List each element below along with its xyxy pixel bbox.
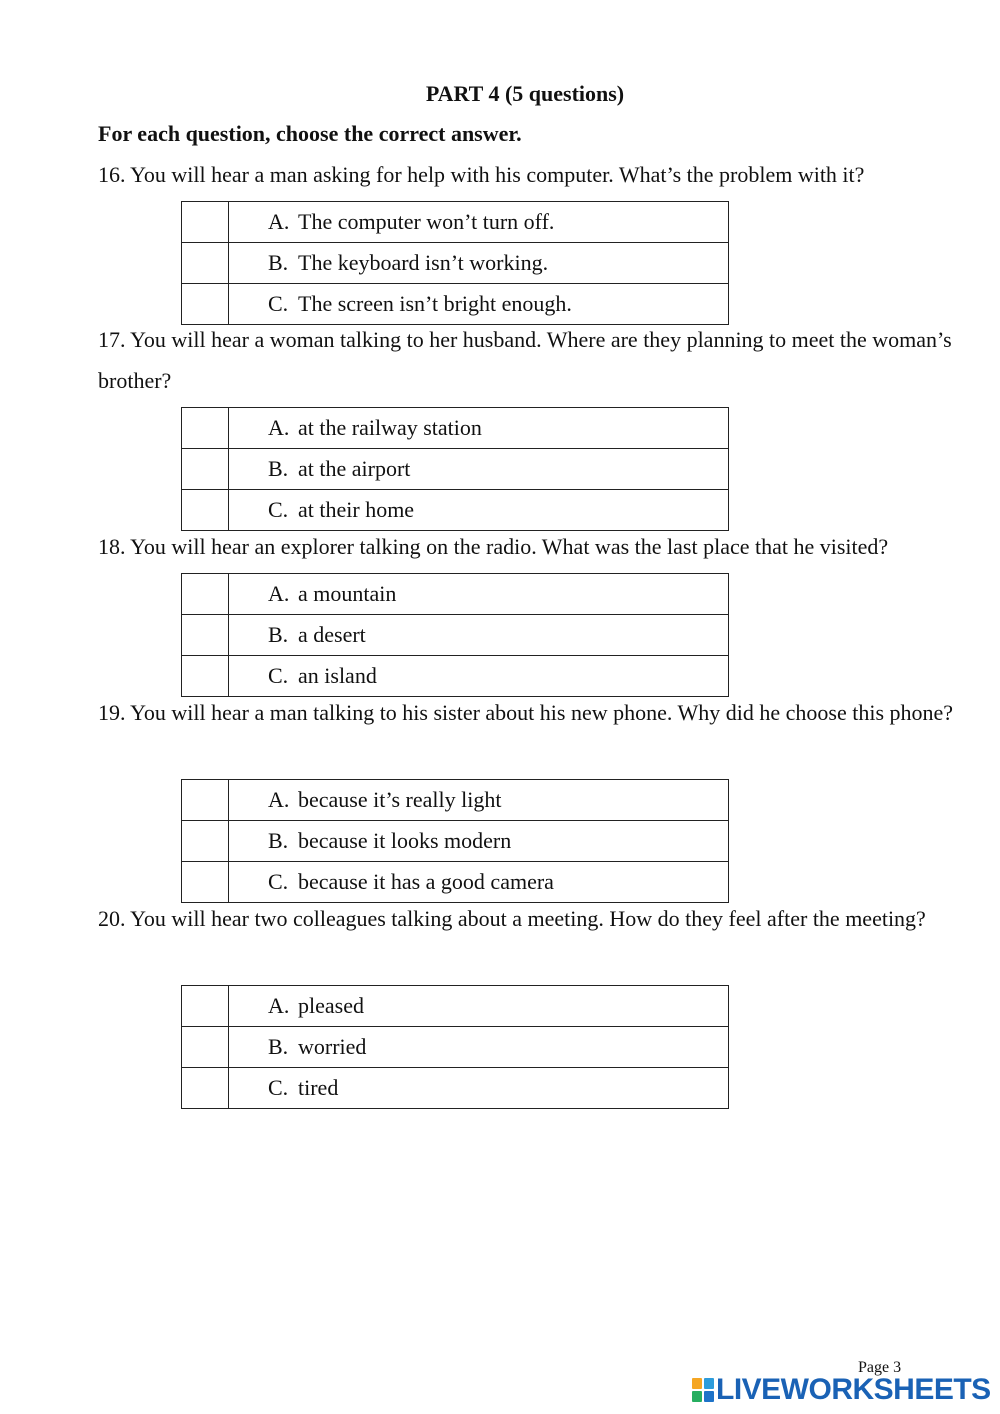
question-16: 16. You will hear a man asking for help with his computer. What’s the problem with it?: [98, 162, 865, 187]
options-table-18: [181, 573, 729, 697]
answer-box-18a[interactable]: [182, 574, 229, 615]
answer-box-18c[interactable]: [182, 656, 229, 697]
option-16b: B. The keyboard isn’t working.: [229, 243, 729, 284]
option-row: [182, 862, 729, 903]
option-row: [182, 656, 729, 697]
option-16c: C. The screen isn’t bright enough.: [229, 284, 729, 325]
options-table-20: [181, 985, 729, 1109]
answer-box-19c[interactable]: [182, 862, 229, 903]
page-title: PART 4 (5 questions): [425, 81, 625, 106]
answer-box-19b[interactable]: [182, 821, 229, 862]
question-17: 17. You will hear a woman talking to her husband. Where are they planning to meet the woman’s brother?: [98, 327, 952, 393]
answer-box-16a[interactable]: [182, 202, 229, 243]
option-row: [182, 1068, 729, 1109]
answer-box-17c[interactable]: [182, 490, 229, 531]
option-row: [182, 574, 729, 615]
option-row: [182, 986, 729, 1027]
liveworksheets-logo-icon: [692, 1378, 714, 1402]
answer-box-20b[interactable]: [182, 1027, 229, 1068]
option-row: [182, 780, 729, 821]
answer-box-16b[interactable]: [182, 243, 229, 284]
option-row: [182, 1027, 729, 1068]
options-table-19: [181, 779, 729, 903]
question-18: 18. You will hear an explorer talking on the radio. What was the last place that he visited?: [98, 534, 889, 559]
answer-box-20c[interactable]: [182, 1068, 229, 1109]
option-19b: B. because it looks modern: [229, 821, 729, 862]
option-18b: B. a desert: [229, 615, 729, 656]
answer-box-19a[interactable]: [182, 780, 229, 821]
options-table-16: [181, 201, 729, 325]
option-20a: A. pleased: [229, 986, 729, 1027]
page-number: Page 3: [858, 1359, 902, 1376]
option-20b: B. worried: [229, 1027, 729, 1068]
option-17c: C. at their home: [229, 490, 729, 531]
liveworksheets-brand[interactable]: [692, 1374, 991, 1406]
option-18a: A. a mountain: [229, 574, 729, 615]
option-17a: A. at the railway station: [229, 408, 729, 449]
option-20c: C. tired: [229, 1068, 729, 1109]
answer-box-20a[interactable]: [182, 986, 229, 1027]
option-row: [182, 202, 729, 243]
option-row: [182, 490, 729, 531]
answer-box-18b[interactable]: [182, 615, 229, 656]
instruction: For each question, choose the correct answer.: [98, 121, 522, 146]
option-19c: C. because it has a good camera: [229, 862, 729, 903]
answer-box-17a[interactable]: [182, 408, 229, 449]
option-row: [182, 821, 729, 862]
question-20: 20. You will hear two colleagues talking about a meeting. How do they feel after the meeting?: [98, 906, 926, 931]
option-17b: B. at the airport: [229, 449, 729, 490]
answer-box-17b[interactable]: [182, 449, 229, 490]
option-row: [182, 449, 729, 490]
option-18c: C. an island: [229, 656, 729, 697]
option-row: [182, 243, 729, 284]
option-19a: A. because it’s really light: [229, 780, 729, 821]
option-row: [182, 615, 729, 656]
options-table-17: [181, 407, 729, 531]
brand-name: LIVEWORKSHEETS: [716, 1373, 991, 1406]
question-19: 19. You will hear a man talking to his sister about his new phone. Why did he choose this phone?: [98, 700, 954, 725]
option-16a: A. The computer won’t turn off.: [229, 202, 729, 243]
option-row: [182, 408, 729, 449]
